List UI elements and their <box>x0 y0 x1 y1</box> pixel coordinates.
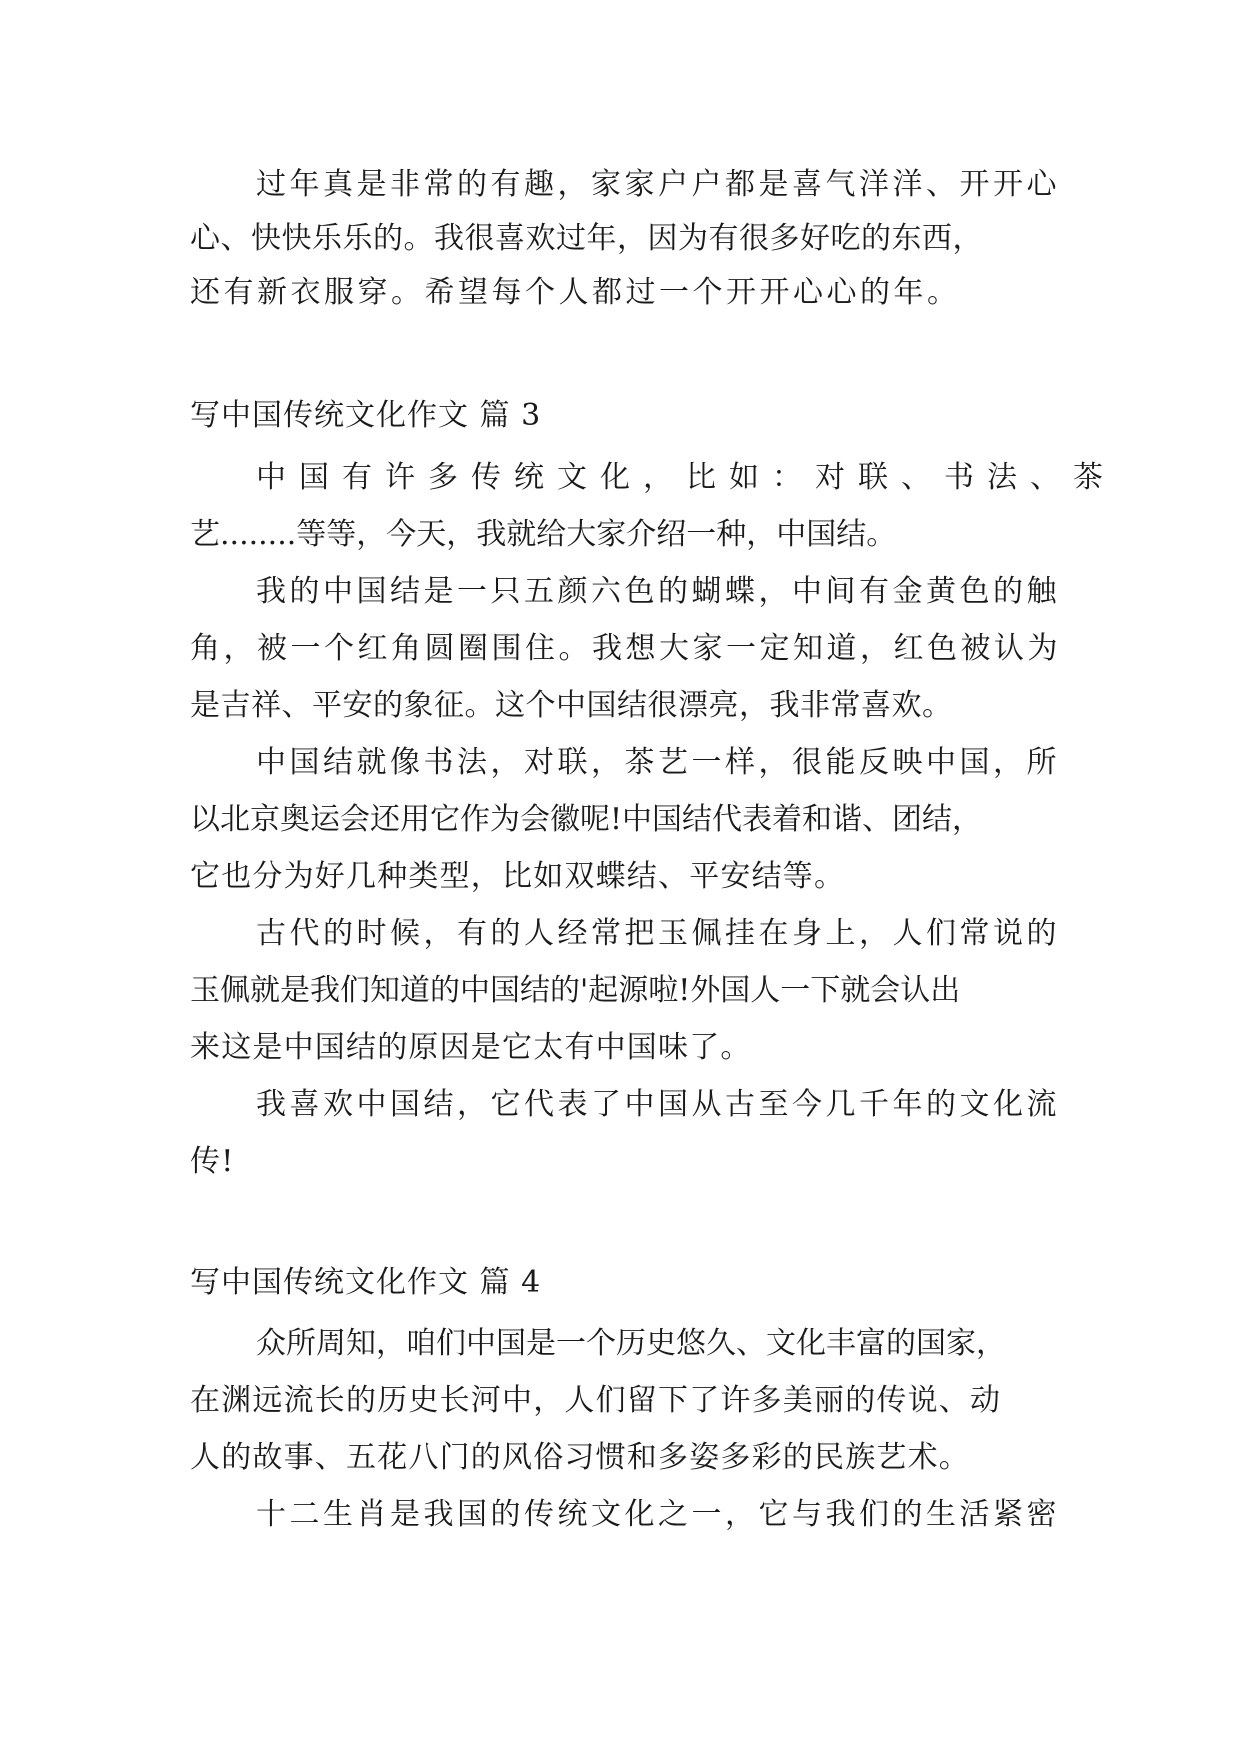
paragraph-line: 是吉祥、平安的象征。这个中国结很漂亮，我非常喜欢。 <box>190 688 953 723</box>
paragraph-line: 中国有许多传统文化，比如：对联、书法、茶 <box>256 460 1116 495</box>
paragraph-line: 来这是中国结的原因是它太有中国味了。 <box>190 1030 752 1065</box>
paragraph-line: 它也分为好几种类型，比如双蝶结、平安结等。 <box>190 859 846 894</box>
paragraph-line: 过年真是非常的有趣，家家户户都是喜气洋洋、开开心 <box>256 167 1060 202</box>
paragraph-line: 以北京奥运会还用它作为会徽呢!中国结代表着和谐、团结， <box>190 802 983 837</box>
paragraph-line: 在渊远流长的历史长河中，人们留下了许多美丽的传说、动 <box>190 1383 1002 1418</box>
paragraph-line: 我的中国结是一只五颜六色的蝴蝶，中间有金黄色的触 <box>256 574 1060 609</box>
paragraph-line: 玉佩就是我们知道的中国结的'起源啦!外国人一下就会认出 <box>190 973 961 1008</box>
paragraph-line: 众所周知，咱们中国是一个历史悠久、文化丰富的国家， <box>256 1326 1006 1361</box>
paragraph-line: 我喜欢中国结，它代表了中国从古至今几千年的文化流 <box>256 1087 1060 1122</box>
section-heading: 写中国传统文化作文 篇 4 <box>190 1265 542 1300</box>
section-heading: 写中国传统文化作文 篇 3 <box>190 398 542 433</box>
paragraph-line: 十二生肖是我国的传统文化之一，它与我们的生活紧密 <box>256 1497 1060 1532</box>
paragraph-line: 心、快快乐乐的。我很喜欢过年，因为有很多好吃的东西， <box>190 221 983 256</box>
paragraph-line: 角，被一个红角圆圈围住。我想大家一定知道，红色被认为 <box>190 631 1061 666</box>
paragraph-line: 人的故事、五花八门的风俗习惯和多姿多彩的民族艺术。 <box>190 1440 970 1475</box>
paragraph-line: 中国结就像书法，对联，茶艺一样，很能反映中国，所 <box>256 745 1060 780</box>
paragraph-line: 古代的时候，有的人经常把玉佩挂在身上，人们常说的 <box>256 916 1060 951</box>
paragraph-line: 还有新衣服穿。希望每个人都过一个开开心心的年。 <box>190 275 961 310</box>
paragraph-line: 艺........等等，今天，我就给大家介绍一种，中国结。 <box>190 517 897 552</box>
paragraph-line: 传! <box>190 1144 235 1179</box>
